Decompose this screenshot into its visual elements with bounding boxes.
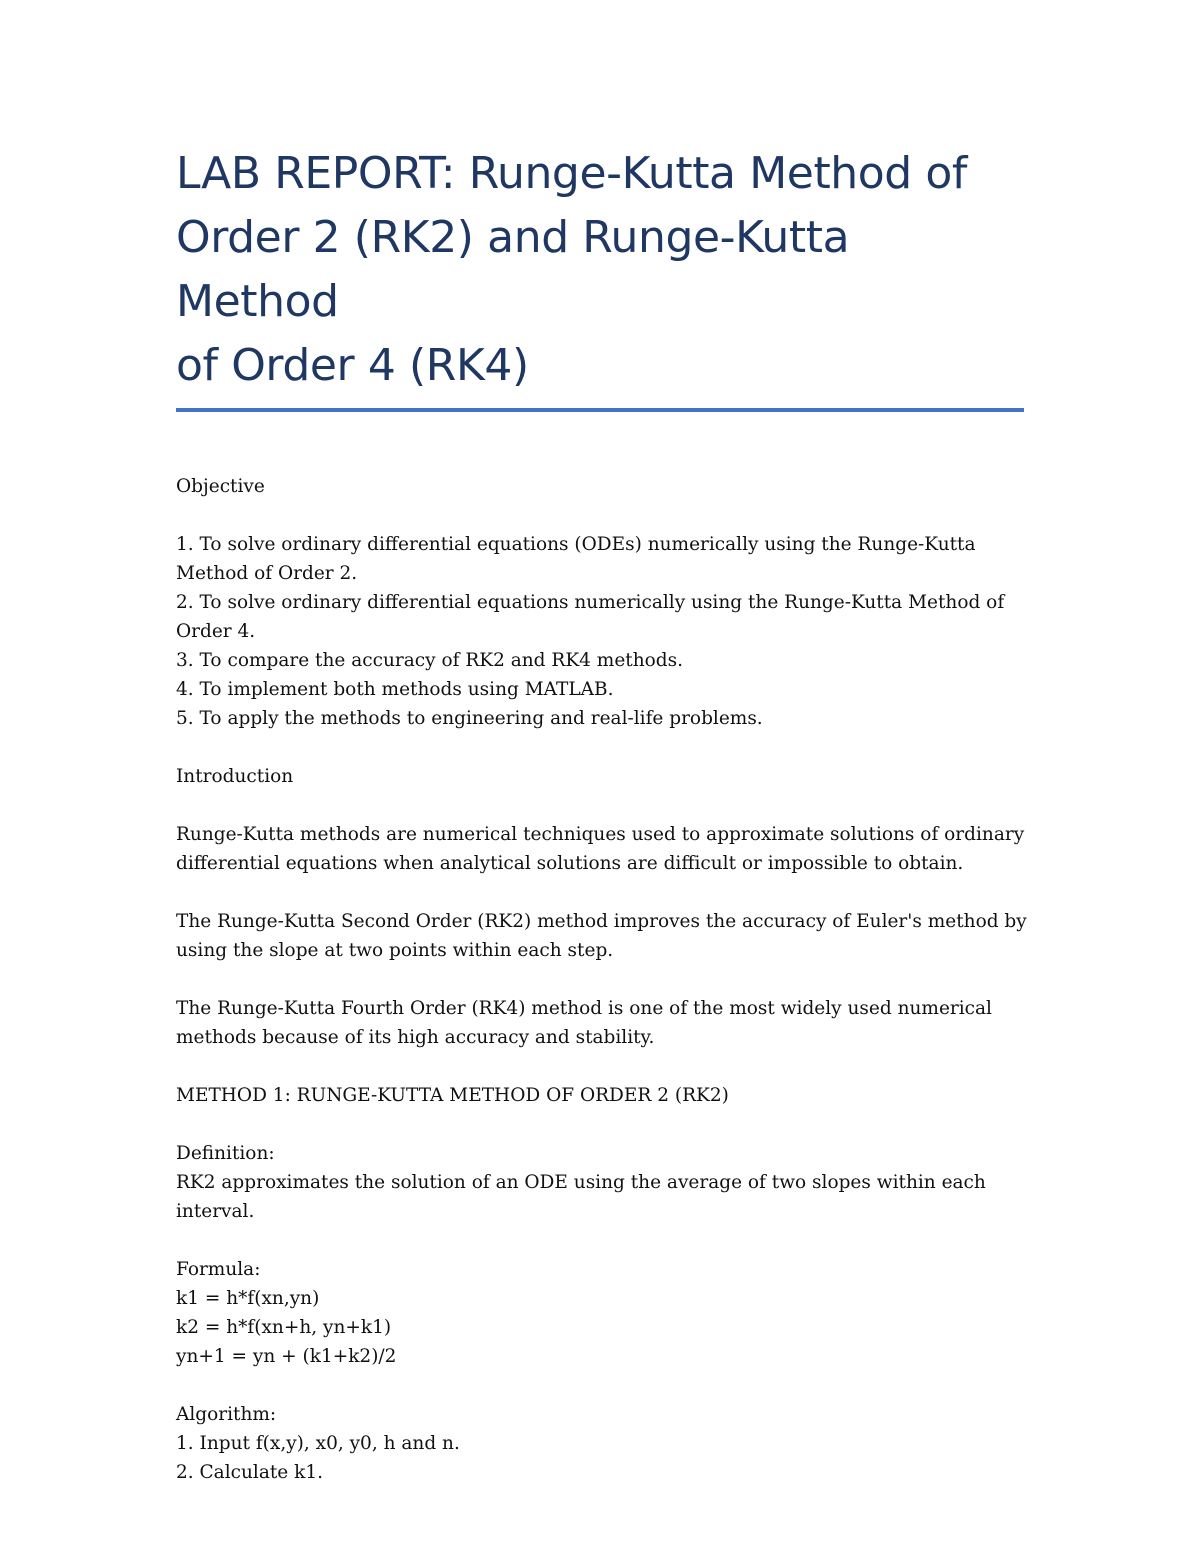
title-underline — [176, 408, 1024, 412]
spacer — [176, 1226, 1024, 1255]
spacer — [176, 501, 1024, 530]
intro-paragraph-3-line-1: The Runge-Kutta Fourth Order (RK4) method is one of the most widely used numerical — [176, 998, 992, 1019]
spacer — [176, 965, 1024, 994]
intro-paragraph-1-line-1: Runge-Kutta methods are numerical techniques used to approximate solutions of ordinary — [176, 824, 1025, 845]
algorithm-step-1: 1. Input f(x,y), x0, y0, h and n. — [176, 1433, 460, 1454]
intro-paragraph-3-line-2: methods because of its high accuracy and stability. — [176, 1027, 655, 1048]
objective-item-3: 3. To compare the accuracy of RK2 and RK4 methods. — [176, 650, 683, 671]
method1-heading: METHOD 1: RUNGE-KUTTA METHOD OF ORDER 2 (RK2) — [176, 1085, 729, 1106]
intro-paragraph-2-line-2: using the slope at two points within each step. — [176, 940, 614, 961]
objective-item-2-line-1: 2. To solve ordinary differential equations numerically using the Runge-Kutta Method of — [176, 592, 1005, 613]
definition-line-1: RK2 approximates the solution of an ODE using the average of two slopes within each — [176, 1172, 986, 1193]
objective-item-1-line-2: Method of Order 2. — [176, 563, 358, 584]
title-line: LAB REPORT: Runge-Kutta Method of — [176, 148, 968, 199]
formula-k2: k2 = h*f(xn+h, yn+k1) — [176, 1317, 392, 1338]
intro-paragraph-1-line-2: differential equations when analytical solutions are difficult or impossible to obtain. — [176, 853, 964, 874]
intro-paragraph-2-line-1: The Runge-Kutta Second Order (RK2) method improves the accuracy of Euler's method by — [176, 911, 1027, 932]
algorithm-step-2: 2. Calculate k1. — [176, 1462, 323, 1483]
document-content — [176, 142, 1027, 1487]
introduction-heading: Introduction — [176, 766, 294, 787]
formula-update: yn+1 = yn + (k1+k2)/2 — [176, 1346, 397, 1367]
title-line: of Order 4 (RK4) — [176, 340, 529, 391]
spacer — [176, 1110, 1024, 1139]
definition-label: Definition: — [176, 1143, 275, 1164]
objective-item-2-line-2: Order 4. — [176, 621, 256, 642]
objective-heading: Objective — [176, 476, 265, 497]
formula-k1: k1 = h*f(xn,yn) — [176, 1288, 320, 1309]
report-title — [176, 142, 1024, 398]
report-body — [176, 472, 1027, 1487]
spacer — [176, 733, 1024, 762]
objective-item-1-line-1: 1. To solve ordinary differential equations (ODEs) numerically using the Runge-Kutta — [176, 534, 976, 555]
spacer — [176, 1052, 1024, 1081]
algorithm-label: Algorithm: — [176, 1404, 277, 1425]
spacer — [176, 1371, 1024, 1400]
formula-label: Formula: — [176, 1259, 261, 1280]
objective-item-5: 5. To apply the methods to engineering and real-life problems. — [176, 708, 763, 729]
spacer — [176, 791, 1024, 820]
objective-item-4: 4. To implement both methods using MATLAB. — [176, 679, 614, 700]
spacer — [176, 878, 1024, 907]
title-line: Order 2 (RK2) and Runge-Kutta Method — [176, 212, 850, 327]
definition-line-2: interval. — [176, 1201, 255, 1222]
